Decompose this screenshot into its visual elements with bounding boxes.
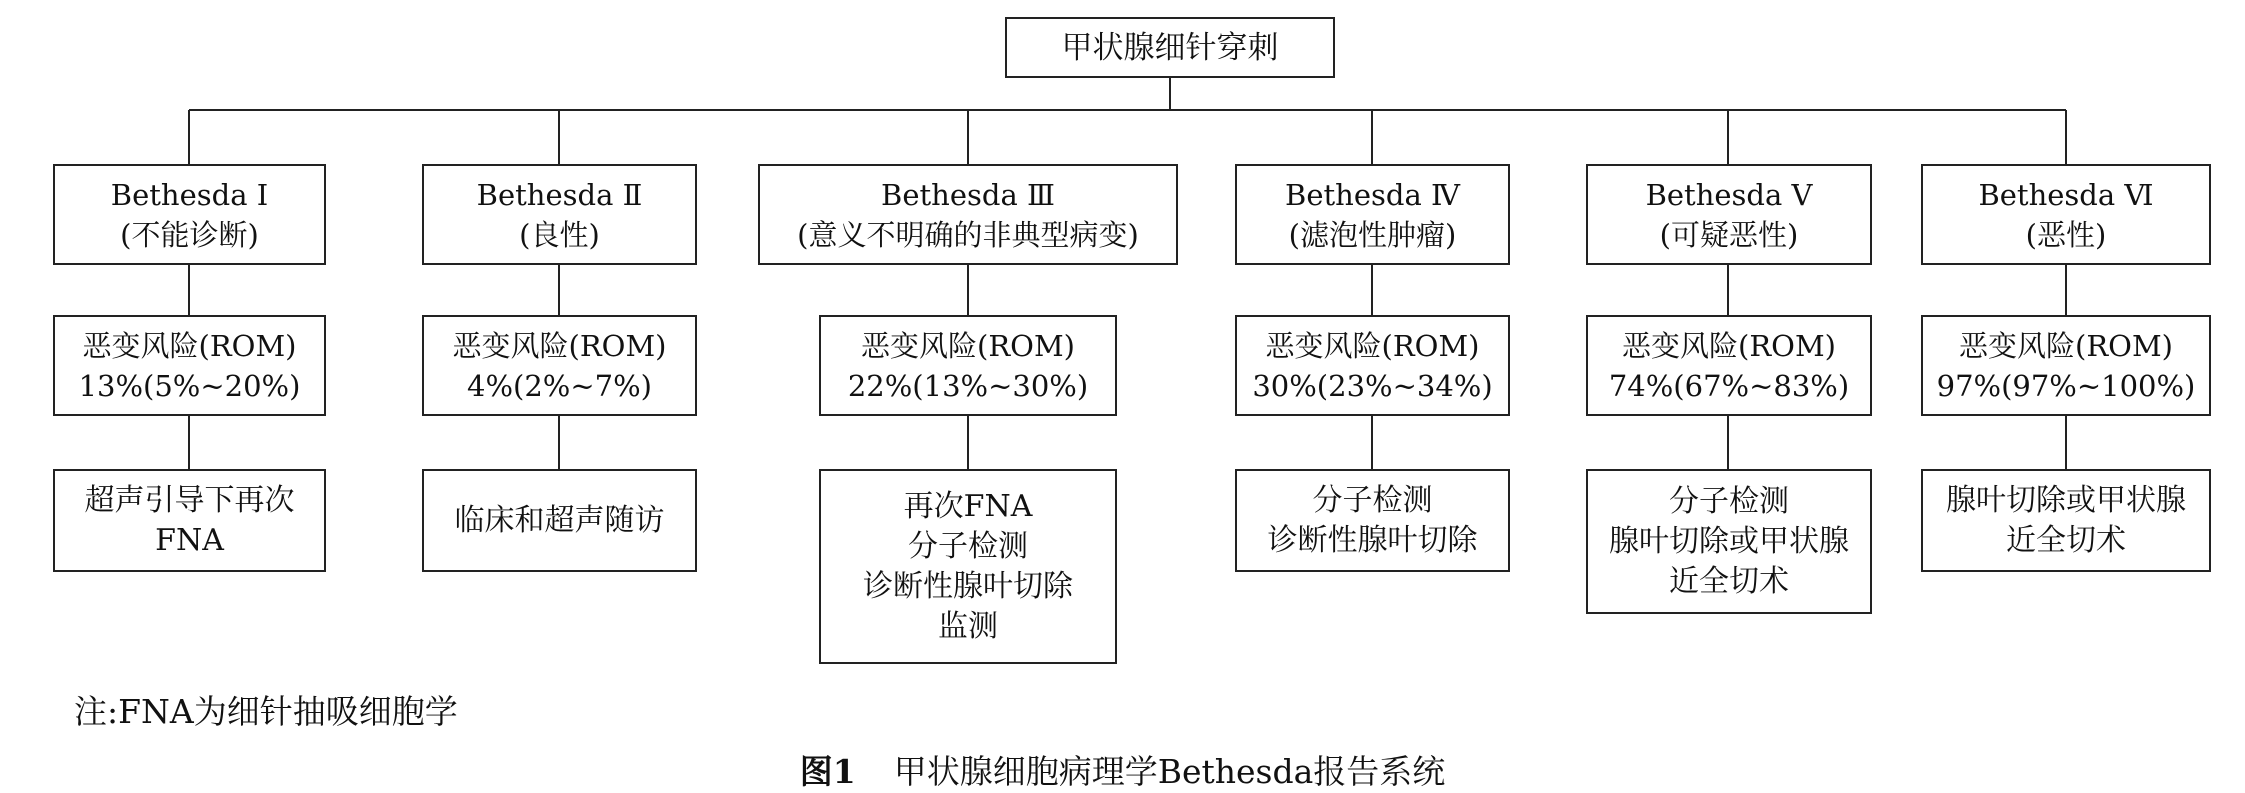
management-line: 近全切术 — [2006, 522, 2126, 558]
management-line: 分子检测 — [1669, 483, 1789, 519]
rom-node-6 — [1921, 315, 2211, 416]
management-node-5 — [1586, 469, 1872, 614]
rom-value: 74%(67%~83%) — [1608, 368, 1850, 403]
category-subtitle: (恶性) — [2025, 217, 2107, 252]
management-line: 分子检测 — [1312, 482, 1433, 518]
management-line: 腺叶切除或甲状腺 — [1609, 523, 1849, 559]
category-subtitle: (可疑恶性) — [1659, 217, 1799, 252]
management-line: 再次FNA — [903, 488, 1033, 524]
root-label: 甲状腺细针穿刺 — [1061, 29, 1279, 66]
rom-node-5 — [1586, 315, 1872, 416]
figure-title: 甲状腺细胞病理学Bethesda报告系统 — [893, 752, 1446, 791]
category-title: Bethesda Ⅱ — [476, 177, 643, 212]
category-node-6 — [1921, 164, 2211, 265]
rom-value: 13%(5%~20%) — [78, 368, 301, 403]
rom-label: 恶变风险(ROM) — [861, 328, 1075, 363]
rom-value: 30%(23%~34%) — [1252, 368, 1493, 403]
category-node-4 — [1235, 164, 1510, 265]
management-line: 腺叶切除或甲状腺 — [1946, 482, 2186, 518]
rom-node-3 — [819, 315, 1117, 416]
category-title: Bethesda Ⅵ — [1978, 177, 2154, 212]
rom-label: 恶变风险(ROM) — [82, 328, 297, 363]
category-node-2 — [422, 164, 697, 265]
rom-value: 22%(13%~30%) — [847, 368, 1089, 403]
category-subtitle: (不能诊断) — [120, 217, 259, 252]
category-title: Bethesda Ⅰ — [110, 177, 269, 212]
root-node — [1005, 17, 1335, 78]
rom-value: 97%(97%~100%) — [1936, 368, 2196, 403]
figure-caption — [0, 746, 2245, 793]
management-line: FNA — [155, 522, 224, 558]
rom-label: 恶变风险(ROM) — [1622, 328, 1836, 363]
management-line: 诊断性腺叶切除 — [1267, 522, 1478, 558]
rom-node-1 — [53, 315, 326, 416]
category-title: Bethesda Ⅴ — [1645, 177, 1813, 212]
category-title: Bethesda Ⅲ — [881, 177, 1055, 212]
management-line: 分子检测 — [908, 528, 1028, 564]
category-node-1 — [53, 164, 326, 265]
rom-label: 恶变风险(ROM) — [452, 328, 667, 363]
category-subtitle: (意义不明确的非典型病变) — [797, 217, 1139, 252]
category-node-5 — [1586, 164, 1872, 265]
management-node-6 — [1921, 469, 2211, 572]
category-node-3 — [758, 164, 1178, 265]
figure-label: 图1 — [799, 752, 856, 791]
management-line: 近全切术 — [1669, 563, 1789, 599]
rom-value: 4%(2%~7%) — [467, 368, 652, 403]
management-line: 监测 — [938, 608, 998, 644]
management-line: 诊断性腺叶切除 — [863, 568, 1073, 604]
management-line: 超声引导下再次 — [84, 482, 295, 518]
rom-label: 恶变风险(ROM) — [1959, 328, 2173, 363]
category-subtitle: (滤泡性肿瘤) — [1288, 217, 1457, 252]
management-node-3 — [819, 469, 1117, 664]
category-subtitle: (良性) — [519, 217, 600, 252]
management-node-4 — [1235, 469, 1510, 572]
category-title: Bethesda Ⅳ — [1285, 177, 1460, 212]
management-node-1 — [53, 469, 326, 572]
rom-node-4 — [1235, 315, 1510, 416]
rom-node-2 — [422, 315, 697, 416]
management-line: 临床和超声随访 — [454, 502, 665, 538]
management-node-2 — [422, 469, 697, 572]
footnote: 注:FNA为细针抽吸细胞学 — [74, 692, 458, 731]
rom-label: 恶变风险(ROM) — [1265, 328, 1480, 363]
